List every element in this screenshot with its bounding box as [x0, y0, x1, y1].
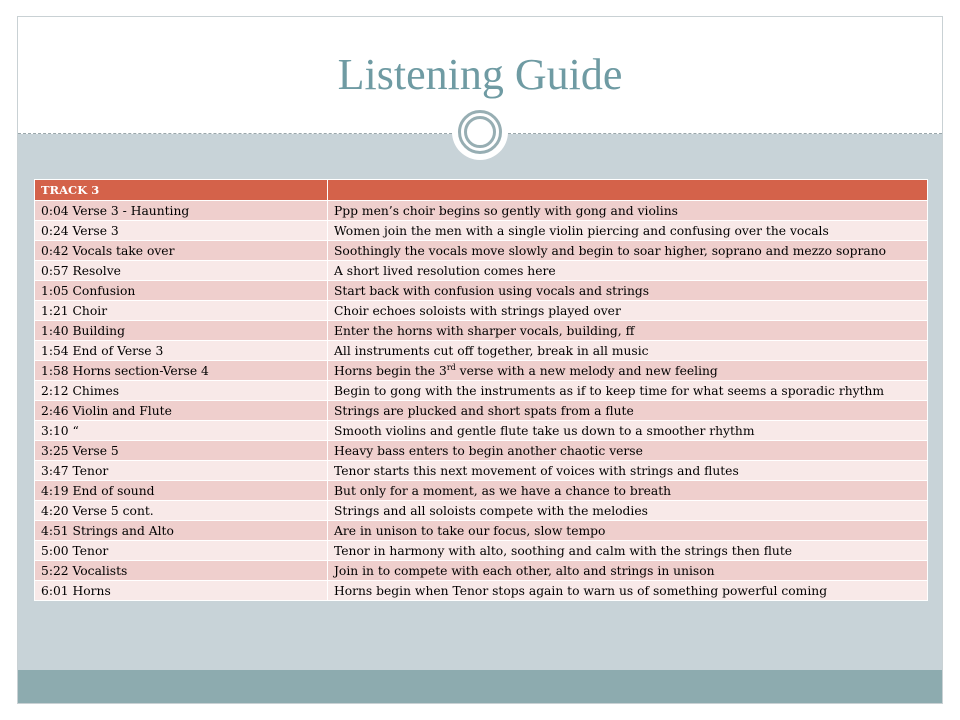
table-row [35, 301, 928, 321]
table-row [35, 421, 928, 441]
time-cell: 4:19 End of sound [35, 481, 328, 501]
listening-guide-table [34, 179, 928, 601]
table-row [35, 361, 928, 381]
table-row [35, 521, 928, 541]
time-cell: 5:00 Tenor [35, 541, 328, 561]
time-cell: 5:22 Vocalists [35, 561, 328, 581]
table-row [35, 581, 928, 601]
description-cell: Heavy bass enters to begin another chaotic verse [328, 441, 928, 461]
ordinal-suffix: rd [446, 362, 456, 372]
description-cell: Join in to compete with each other, alto and strings in unison [328, 561, 928, 581]
description-cell: Ppp men’s choir begins so gently with gong and violins [328, 201, 928, 221]
divider-left [18, 133, 452, 134]
table-row [35, 281, 928, 301]
table-row [35, 401, 928, 421]
description-text: verse with a new melody and new feeling [455, 364, 718, 378]
table-row [35, 541, 928, 561]
description-cell: But only for a moment, as we have a chance to breath [328, 481, 928, 501]
time-cell: 4:51 Strings and Alto [35, 521, 328, 541]
time-cell: 0:57 Resolve [35, 261, 328, 281]
description-cell: Tenor starts this next movement of voices with strings and flutes [328, 461, 928, 481]
description-cell: Women join the men with a single violin piercing and confusing over the vocals [328, 221, 928, 241]
time-cell: 1:58 Horns section-Verse 4 [35, 361, 328, 381]
description-cell: A short lived resolution comes here [328, 261, 928, 281]
table-row [35, 441, 928, 461]
header-cell-empty [328, 180, 928, 201]
description-cell: Strings and all soloists compete with the melodies [328, 501, 928, 521]
description-cell: Horns begin when Tenor stops again to warn us of something powerful coming [328, 581, 928, 601]
time-cell: 0:24 Verse 3 [35, 221, 328, 241]
description-cell: Strings are plucked and short spats from a flute [328, 401, 928, 421]
table-row [35, 261, 928, 281]
table-row [35, 461, 928, 481]
time-cell: 1:54 End of Verse 3 [35, 341, 328, 361]
divider-right [508, 133, 942, 134]
description-cell: All instruments cut off together, break in all music [328, 341, 928, 361]
description-cell: Choir echoes soloists with strings played over [328, 301, 928, 321]
description-cell: Begin to gong with the instruments as if to keep time for what seems a sporadic rhythm [328, 381, 928, 401]
slide-title: Listening Guide [337, 50, 623, 99]
table-row [35, 221, 928, 241]
table-row [35, 341, 928, 361]
time-cell: 3:10 “ [35, 421, 328, 441]
description-cell: Enter the horns with sharper vocals, building, ff [328, 321, 928, 341]
time-cell: 4:20 Verse 5 cont. [35, 501, 328, 521]
table-row [35, 481, 928, 501]
table-row [35, 241, 928, 261]
table-row [35, 381, 928, 401]
time-cell: 1:05 Confusion [35, 281, 328, 301]
description-cell: Smooth violins and gentle flute take us down to a smoother rhythm [328, 421, 928, 441]
time-cell: 0:04 Verse 3 - Haunting [35, 201, 328, 221]
description-text: Horns begin the 3 [334, 364, 447, 378]
table-row [35, 501, 928, 521]
description-cell: Tenor in harmony with alto, soothing and calm with the strings then flute [328, 541, 928, 561]
description-cell: Start back with confusion using vocals and strings [328, 281, 928, 301]
description-cell [328, 361, 928, 381]
time-cell: 3:47 Tenor [35, 461, 328, 481]
time-cell: 6:01 Horns [35, 581, 328, 601]
ornament-inner-ring-icon [464, 116, 496, 148]
time-cell: 3:25 Verse 5 [35, 441, 328, 461]
description-cell: Soothingly the vocals move slowly and begin to soar higher, soprano and mezzo soprano [328, 241, 928, 261]
table-row [35, 321, 928, 341]
time-cell: 0:42 Vocals take over [35, 241, 328, 261]
header-cell-track: TRACK 3 [35, 180, 328, 201]
time-cell: 2:12 Chimes [35, 381, 328, 401]
table-row [35, 201, 928, 221]
description-cell: Are in unison to take our focus, slow tempo [328, 521, 928, 541]
table-row [35, 561, 928, 581]
time-cell: 1:21 Choir [35, 301, 328, 321]
table-header-row [35, 180, 928, 201]
time-cell: 2:46 Violin and Flute [35, 401, 328, 421]
time-cell: 1:40 Building [35, 321, 328, 341]
